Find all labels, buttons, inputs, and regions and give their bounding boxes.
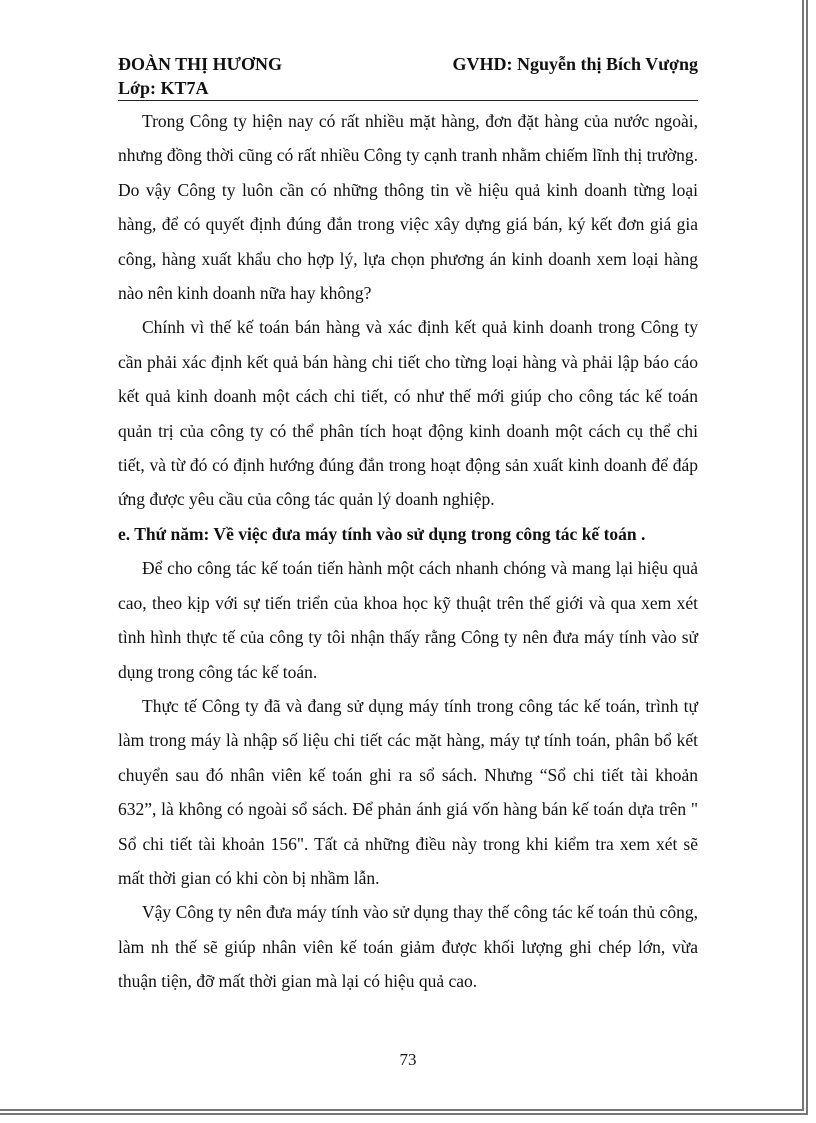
paragraph-1: Trong Công ty hiện nay có rất nhiều mặt hàng, đơn đặt hàng của nước ngoài, nhưng đồng thời cũng có rất nhiều Công ty cạnh tranh nhằm chiếm lĩnh thị trường. Do vậy Công ty luôn cần có những thông tin về hiệu quả kinh doanh từng loại hàng, để có quyết định đúng đắn trong việc xây dựng giá bán, ký kết đơn giá gia công, hàng xuất khẩu cho hợp lý, lựa chọn phương án kinh doanh xem loại hàng nào nên kinh doanh nữa hay không? <box>118 111 698 304</box>
paragraph-5: Vậy Công ty nên đưa máy tính vào sử dụng thay thế công tác kế toán thủ công, làm nh thế sẽ giúp nhân viên kế toán giảm được khối lượng ghi chép lớn, vừa thuận tiện, đỡ mất thời gian mà lại có hiệu quả cao. <box>118 902 698 992</box>
paragraph-3: Để cho công tác kế toán tiến hành một cách nhanh chóng và mang lại hiệu quả cao, theo kịp với sự tiến triển của khoa học kỹ thuật trên thế giới và qua xem xét tình hình thực tế của công ty tôi nhận thấy rằng Công ty nên đưa máy tính vào sử dụng trong công tác kế toán. <box>118 558 698 682</box>
page-body <box>118 104 698 999</box>
page-number: 73 <box>399 1050 417 1069</box>
paragraph-4: Thực tế Công ty đã và đang sử dụng máy tính trong công tác kế toán, trình tự làm trong máy là nhập số liệu chi tiết các mặt hàng, máy tự tính toán, phân bổ kết chuyển sau đó nhân viên kế toán ghi ra sổ sách. Nhưng “Sổ chi tiết tài khoản 632”, là không có ngoài sổ sách. Để phản ánh giá vốn hàng bán kế toán dựa trên " Sổ chi tiết tài khoản 156". Tất cả những điều này trong khi kiểm tra xem xét sẽ mất thời gian có khi còn bị nhầm lẫn. <box>118 695 698 888</box>
class-label: Lớp: KT7A <box>118 78 209 98</box>
header-rule <box>118 100 698 101</box>
paragraph-2: Chính vì thế kế toán bán hàng và xác định kết quả kinh doanh trong Công ty cần phải xác định kết quả bán hàng chi tiết cho từng loại hàng và phải lập báo cáo kết quả kinh doanh một cách chi tiết, có như thế mới giúp cho công tác kế toán quản trị của công ty có thể phân tích hoạt động kinh doanh một cách cụ thể chi tiết, và từ đó có định hướng đúng đắn trong hoạt động sản xuất kinh doanh để đáp ứng được yêu cầu của công tác quản lý doanh nghiệp. <box>118 317 698 510</box>
author-name: ĐOÀN THỊ HƯƠNG <box>118 54 283 74</box>
section-heading: e. Thứ năm: Về việc đưa máy tính vào sử dụng trong công tác kế toán . <box>118 523 646 544</box>
page-header <box>118 52 698 100</box>
advisor-name: GVHD: Nguyễn thị Bích Vượng <box>452 54 698 74</box>
